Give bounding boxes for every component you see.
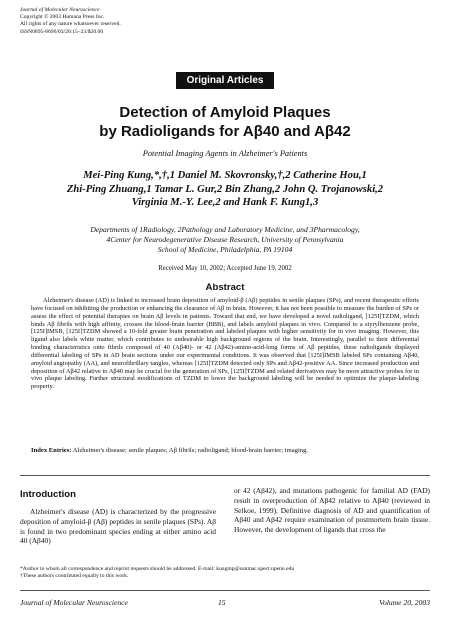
footer-divider bbox=[20, 590, 430, 591]
section-label: Original Articles bbox=[176, 72, 274, 89]
intro-column-left: Alzheimer's disease (AD) is characterized by the progressive deposition of amyloid-β (Aβ) peptides in senile plaques (SPs). Aβ is found in two predominant species ending at either amino acid 40 (Aβ40) bbox=[20, 507, 216, 546]
authors-line-2: Zhi-Ping Zhuang,1 Tamar L. Gur,2 Bin Zhang,2 John Q. Trojanowski,2 bbox=[66, 183, 384, 195]
affil-line-2: 4Center for Neurodegenerative Disease Research, University of Pennsylvania bbox=[106, 235, 344, 244]
index-entries bbox=[31, 447, 419, 455]
masthead bbox=[20, 7, 121, 36]
intro-column-right: or 42 (Aβ42), and mutations pathogenic for familial AD (FAD) result in overproduction of Aβ42 relative to Aβ40 (reviewed in Selkoe, 1999). Definitive diagnosis of AD and quantification of Aβ40 and Aβ42 require examination of postmortem brain tissue. However, the development of ligands that cross the bbox=[234, 486, 430, 535]
index-terms: Alzheimer's disease; senile plaques; Aβ fibrils; radioligand; blood-brain barrier; imaging. bbox=[72, 447, 309, 454]
affiliations bbox=[20, 225, 430, 255]
affil-line-3: School of Medicine, Philadelphia, PA 19104 bbox=[157, 245, 293, 254]
index-label: Index Entries: bbox=[31, 447, 72, 454]
footer-page-number: 15 bbox=[218, 598, 226, 607]
section-divider bbox=[20, 475, 430, 476]
footnote-correspondence: *Author to whom all correspondence and reprint requests should be addressed. E-mail: kungmp@sunmac.spect.upenn.edu bbox=[20, 566, 295, 572]
article-title bbox=[20, 103, 430, 141]
footnotes bbox=[20, 566, 430, 581]
authors-line-3: Virginia M.-Y. Lee,2 and Hank F. Kung1,3 bbox=[131, 197, 319, 208]
intro-heading: Introduction bbox=[20, 489, 76, 500]
authors-line-1: Mei-Ping Kung,*,†,1 Daniel M. Skovronsky,†,2 Catherine Hou,1 bbox=[83, 170, 367, 181]
masthead-issn: ISSN0895-8696/03/20:15–23/$20.00 bbox=[20, 28, 104, 35]
masthead-rights: All rights of any nature whatsoever reserved. bbox=[20, 21, 121, 28]
title-line-1: Detection of Amyloid Plaques bbox=[119, 104, 331, 121]
title-line-2: by Radioligands for Aβ40 and Aβ42 bbox=[99, 123, 351, 140]
footer-journal: Journal of Molecular Neuroscience bbox=[20, 598, 128, 607]
article-subtitle: Potential Imaging Agents in Alzheimer's Patients bbox=[142, 149, 308, 158]
footer-volume: Volume 20, 2003 bbox=[379, 598, 430, 607]
masthead-journal: Journal of Molecular Neuroscience bbox=[20, 7, 100, 13]
abstract-body: Alzheimer's disease (AD) is linked to increased brain deposition of amyloid-β (Aβ) peptides in senile plaques (SPs), and recent therapeutic efforts have focused on inhibiting the production or enhancing the clearance of Aβ in brain. However, it has not been possible to measure the burden of SPs or assess the effect of potential therapies on brain Aβ levels in patients. Toward that end, we have developed a novel radioligand, [125I]TZDM, which binds Aβ fibrils with high affinity, crosses the blood-brain barrier (BBB), and labels amyloid plaques in vivo. Compared to a styrylbenzene probe, [125I]IMSB, [125I]TZDM showed a 10-fold greater brain penetration and labeled plaques with higher sensitivity for in vivo imaging. However, this ligand also labels white matter, which contributes to undesirable high background regions of the brain. Interestingly, parallel to their differential binding characteristics onto fibrils composed of 40 (Aβ40)- or 42 (Aβ42)-amino-acid-long forms of Aβ peptides, these radioligands displayed differential labeling of SPs in AD brain sections under our experimental conditions. It was observed that [125I]IMSB labeled SPs containing Aβ40, amyloid angiopathy (AA), and neurofibrillary tangles, whereas [125I]TZDM detected only SPs and Aβ42-positive AA. Since increased production and deposition of Aβ42 relative to Aβ40 may be crucial for the generation of SPs, [125I]TZDM and related derivatives may be more attractive probes for in vivo plaque labeling. Further structural modifications of TZDM to lower the background labeling will be needed to optimize the plaque-labeling property. bbox=[31, 297, 419, 391]
footnote-equal-contribution: †These authors contributed equally to this work. bbox=[20, 573, 129, 580]
author-list bbox=[20, 169, 430, 210]
abstract-heading: Abstract bbox=[205, 282, 245, 293]
received-dates: Received May 10, 2002; Accepted June 19, 2002 bbox=[158, 265, 292, 272]
affil-line-1: Departments of 1Radiology, 2Pathology and Laboratory Medicine, and 3Pharmacology, bbox=[90, 225, 360, 234]
masthead-copyright: Copyright © 2003 Humana Press Inc. bbox=[20, 14, 105, 21]
